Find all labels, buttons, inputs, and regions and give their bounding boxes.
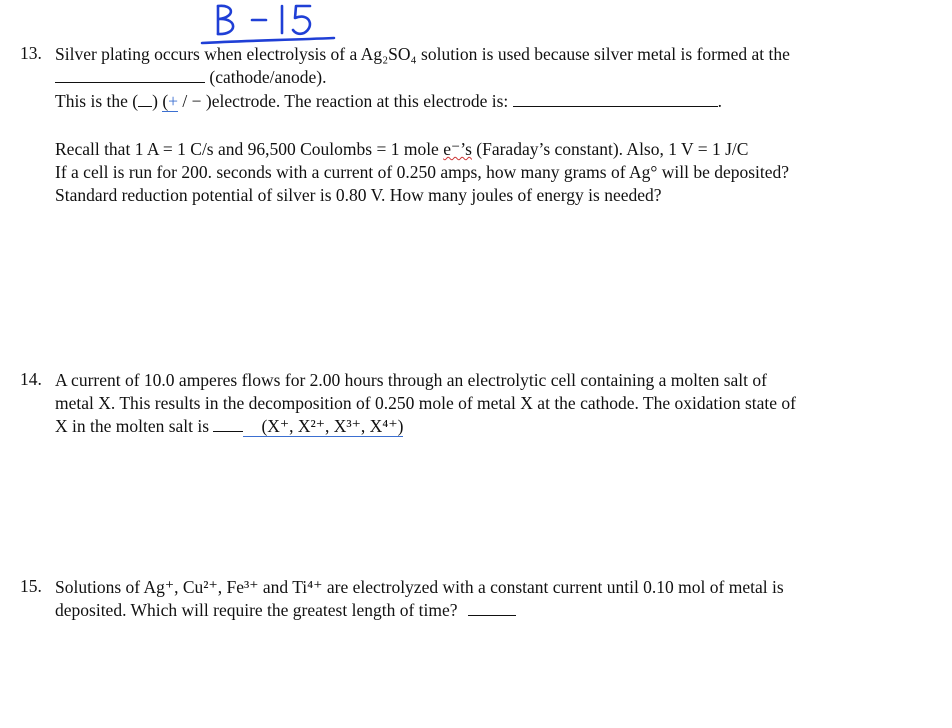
question-13-line-2: (cathode/anode). — [55, 66, 326, 88]
question-15-line-1: Solutions of Ag⁺, Cu²⁺, Fe³⁺ and Ti⁴⁺ are electrolyzed with a constant current until 0.10 mol of metal is — [55, 577, 784, 597]
question-13-line-6: Standard reduction potential of silver is 0.80 V. How many joules of energy is needed? — [55, 185, 662, 205]
question-13-line-5: If a cell is run for 200. seconds with a current of 0.250 amps, how many grams of Ag° will be deposited? — [55, 162, 790, 182]
answer-blank-reaction[interactable] — [513, 92, 718, 107]
question-14-line-2: metal X. This results in the decomposition of 0.250 mole of metal X at the cathode. The oxidation state of — [55, 393, 796, 413]
answer-blank-electrode-location[interactable] — [55, 68, 205, 83]
handwritten-underline-options: (+ — [162, 91, 179, 111]
question-14-number: 14. — [20, 369, 42, 389]
answer-blank-longest-time[interactable] — [468, 601, 516, 616]
question-14-line-1: A current of 10.0 amperes flows for 2.00 hours through an electrolytic cell containing a molten salt of — [55, 370, 767, 390]
question-14-line-3: X in the molten salt is (X⁺, X²⁺, X³⁺, X⁴⁺) — [55, 416, 404, 436]
question-15-number: 15. — [20, 576, 42, 596]
question-13-line-1: Silver plating occurs when electrolysis of a Ag₂SO₄ solution is used because silver metal is formed at the — [55, 44, 790, 64]
question-13-recall: Recall that 1 A = 1 C/s and 96,500 Coulombs = 1 mole e⁻’s (Faraday’s constant). Also, 1 V = 1 J/C — [55, 139, 749, 159]
handwritten-underline-oxidation-options: (X⁺, X²⁺, X³⁺, X⁴⁺) — [243, 416, 403, 437]
answer-blank-oxidation-state[interactable] — [213, 417, 243, 432]
question-13-line-3: This is the ( ) (+ / − )electrode. The reaction at this electrode is: . — [55, 91, 723, 111]
question-15-line-2: deposited. Which will require the greatest length of time? — [55, 599, 516, 621]
answer-blank-sign[interactable] — [138, 92, 152, 107]
question-13-number: 13. — [20, 43, 42, 63]
